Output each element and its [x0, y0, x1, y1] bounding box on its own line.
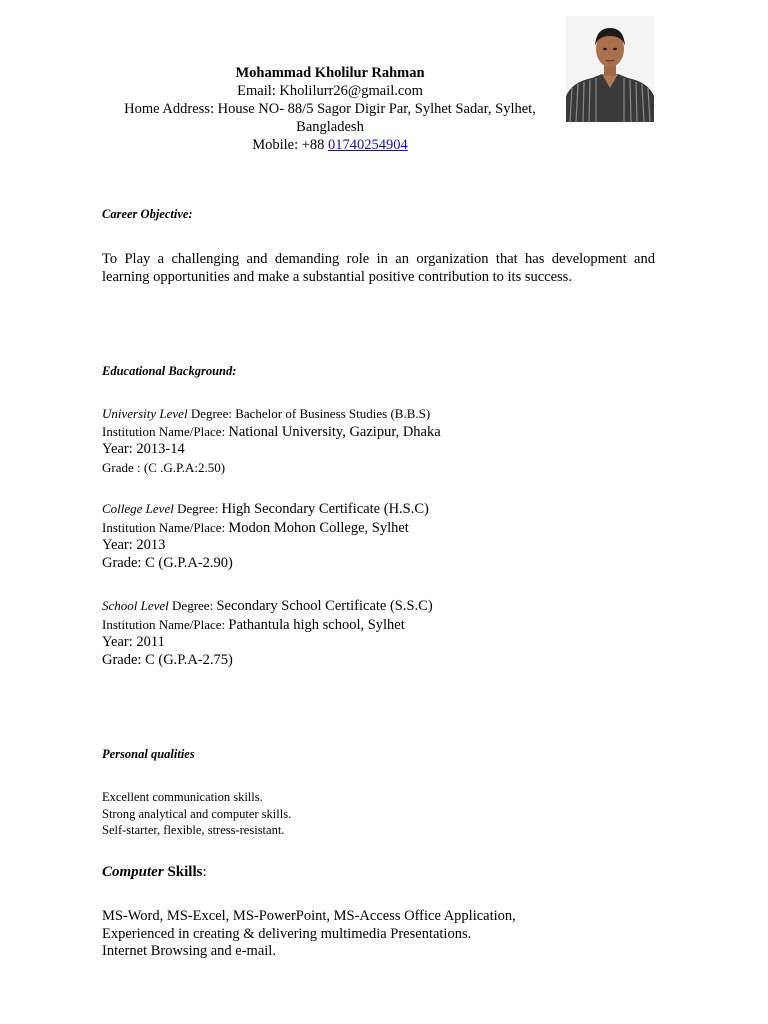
- portrait-image: [566, 16, 654, 122]
- computer-skills-list: [102, 908, 516, 961]
- degree-value: High Secondary Certificate (H.S.C): [221, 501, 429, 517]
- grade-line: Grade: C (G.P.A-2.90): [102, 554, 233, 571]
- degree-label: Degree:: [187, 406, 236, 421]
- degree-label: Degree:: [173, 501, 222, 516]
- year-line: Year: 2013-14: [102, 441, 185, 457]
- institution-line: [102, 519, 662, 538]
- grade-line: Grade : (C .G.P.A:2.50): [102, 459, 226, 475]
- institution-value: Modon Mohon College, Sylhet: [228, 519, 409, 536]
- degree-value: Secondary School Certificate (S.S.C): [216, 598, 433, 614]
- list-item: Excellent communication skills.: [102, 790, 263, 804]
- grade-line: Grade: C (G.P.A-2.75): [102, 651, 233, 668]
- degree-label: Degree:: [168, 598, 217, 613]
- institution-line: [102, 616, 662, 635]
- degree-line: [102, 597, 662, 616]
- profile-photo: [566, 16, 654, 122]
- education-heading: Educational Background:: [102, 364, 237, 378]
- degree-line: [102, 500, 662, 519]
- list-item: Strong analytical and computer skills.: [102, 806, 292, 821]
- education-entry-college: [102, 500, 662, 572]
- level-label: College Level: [102, 501, 174, 516]
- degree-line: [102, 405, 662, 423]
- list-item: Internet Browsing and e-mail.: [102, 943, 276, 959]
- institution-label: Institution Name/Place:: [102, 423, 229, 439]
- mobile-line: [100, 136, 560, 154]
- list-item: Experienced in creating & delivering multimedia Presentations.: [102, 925, 472, 942]
- personal-qualities-list: [102, 789, 291, 839]
- institution-value: Pathantula high school, Sylhet: [228, 616, 405, 633]
- skills-word: Skills: [163, 864, 203, 880]
- career-objective-text: To Play a challenging and demanding role in an organization that has development and learning opportunities and make a substantial positive contribution to its success.: [102, 251, 655, 285]
- heading-colon: :: [202, 864, 207, 880]
- list-item: MS-Word, MS-Excel, MS-PowerPoint, MS-Access Office Application,: [102, 908, 516, 924]
- institution-label: Institution Name/Place:: [102, 616, 229, 632]
- address-line-1: Home Address: House NO- 88/5 Sagor Digir Par, Sylhet Sadar, Sylhet,: [124, 101, 536, 117]
- year-line: Year: 2013: [102, 537, 166, 553]
- level-label: School Level: [102, 598, 169, 613]
- education-entry-school: [102, 597, 662, 669]
- year-line: Year: 2011: [102, 634, 165, 650]
- computer-skills-heading: [102, 864, 207, 881]
- personal-qualities-heading: Personal qualities: [102, 747, 195, 761]
- education-entry-university: [102, 405, 662, 476]
- institution-label: Institution Name/Place:: [102, 519, 229, 535]
- degree-value: Bachelor of Business Studies (B.B.S): [235, 406, 431, 421]
- mobile-prefix: Mobile: +88: [252, 137, 329, 153]
- institution-line: [102, 423, 662, 442]
- level-label: University Level: [102, 406, 188, 421]
- candidate-name: Mohammad Kholilur Rahman: [235, 65, 425, 81]
- computer-word: Computer: [102, 864, 164, 880]
- career-objective-heading: Career Objective:: [102, 207, 193, 221]
- mobile-number-link[interactable]: 01740254904: [328, 137, 408, 153]
- institution-value: National University, Gazipur, Dhaka: [228, 423, 441, 440]
- resume-header: [100, 64, 560, 154]
- address-line-2: Bangladesh: [296, 119, 364, 135]
- email-line: Email: Kholilurr26@gmail.com: [237, 83, 423, 99]
- list-item: Self-starter, flexible, stress-resistant.: [102, 823, 285, 837]
